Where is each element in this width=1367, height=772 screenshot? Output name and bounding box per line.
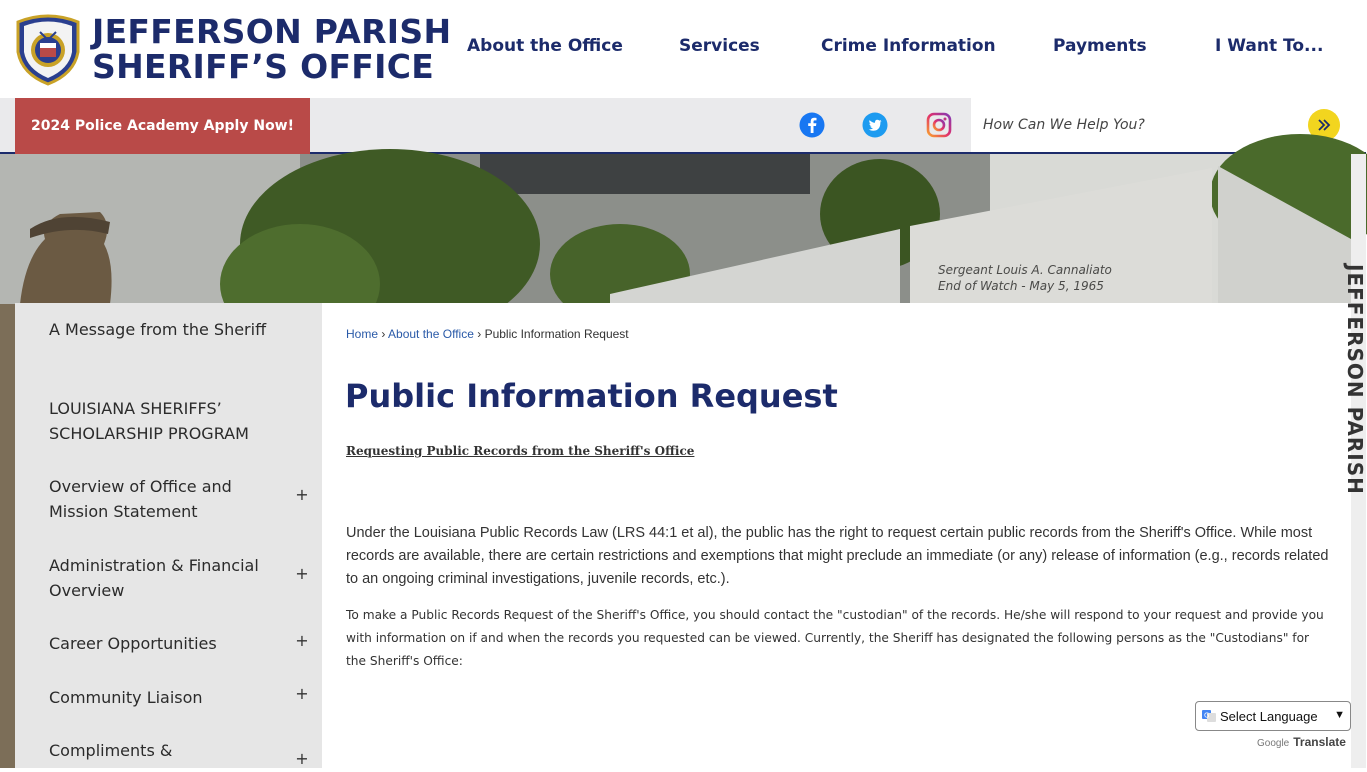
site-header [0, 0, 1366, 98]
police-academy-apply-button[interactable]: 2024 Police Academy Apply Now! [15, 98, 310, 154]
facebook-icon[interactable] [799, 112, 825, 138]
expand-overview-icon[interactable]: + [295, 485, 309, 504]
google-translate-widget [1195, 701, 1351, 755]
expand-compliments-icon[interactable]: + [295, 749, 309, 768]
main-content [322, 303, 1351, 768]
sidebar-item-career-opportunities[interactable]: Career Opportunities [49, 634, 217, 653]
sheriff-badge-logo[interactable] [14, 12, 82, 85]
sidebar-item-community-liaison[interactable]: Community Liaison [49, 688, 203, 707]
edge-label: JEFFERSON PARISH [1343, 264, 1367, 495]
sidebar-item-message-from-sheriff[interactable]: A Message from the Sheriff [49, 320, 267, 339]
site-brand[interactable] [92, 14, 451, 84]
breadcrumb-current: Public Information Request [484, 327, 629, 341]
language-select[interactable] [1195, 701, 1351, 731]
sidebar-item-scholarship-program[interactable]: LOUISIANA SHERIFFS’ SCHOLARSHIP PROGRAM [49, 399, 249, 443]
instagram-icon[interactable] [926, 112, 952, 138]
sidebar-item-administration-financial[interactable]: Administration & Financial Overview [49, 556, 259, 600]
translate-link[interactable]: Translate [1293, 735, 1346, 749]
sidebar-item-overview-mission[interactable]: Overview of Office and Mission Statement [49, 477, 232, 521]
brand-line-2: SHERIFF’S OFFICE [92, 47, 435, 86]
sidebar-nav [15, 303, 322, 768]
nav-crime-information[interactable]: Crime Information [821, 36, 996, 56]
google-logo-text: Google [1257, 738, 1290, 749]
sidebar-item-compliments[interactable]: Compliments & [49, 741, 173, 760]
nav-about-the-office[interactable]: About the Office [467, 36, 623, 56]
nav-i-want-to[interactable]: I Want To... [1215, 36, 1324, 56]
double-chevron-right-icon [1316, 117, 1332, 133]
expand-administration-icon[interactable]: + [295, 564, 309, 583]
page-title: Public Information Request [345, 377, 838, 415]
chevron-down-icon: ▼ [1334, 709, 1345, 721]
search-input[interactable] [983, 112, 1303, 138]
breadcrumb-home-link[interactable]: Home [346, 327, 379, 341]
edge-decorative-text [1343, 154, 1367, 768]
breadcrumb-separator: › [477, 327, 482, 341]
powered-by-google[interactable] [1257, 735, 1346, 749]
expand-community-icon[interactable]: + [295, 684, 309, 703]
language-select-label: Select Language [1220, 708, 1318, 724]
svg-text:G: G [1204, 711, 1210, 720]
utility-bar [0, 98, 1366, 154]
google-translate-icon [1202, 709, 1216, 723]
memorial-inscription-line-2: End of Watch - May 5, 1965 [938, 279, 1104, 293]
nav-payments[interactable]: Payments [1053, 36, 1147, 56]
expand-career-icon[interactable]: + [295, 631, 309, 650]
twitter-icon[interactable] [862, 112, 888, 138]
public-records-law-paragraph: Under the Louisiana Public Records Law (LRS 44:1 et al), the public has the right to request certain public records from the Sheriff's Office. While most records are available, there are certain restrictions and exemptions that might preclude an immediate (or any) release of information (e.g., records related to an ongoing criminal investigations, juvenile records, etc.). [346, 525, 1329, 587]
custodian-paragraph: To make a Public Records Request of the Sheriff's Office, you should contact the "custodian" of the records. He/she will respond to your request and provide you with information on if and when the records you requested can be viewed. Currently, the Sheriff has designated the following persons as the "Custodians" for the Sheriff's Office: [346, 608, 1324, 668]
brand-line-1: JEFFERSON PARISH [92, 12, 452, 51]
nav-services[interactable]: Services [679, 36, 760, 56]
breadcrumb-separator: › [381, 327, 386, 341]
breadcrumb [346, 327, 629, 341]
breadcrumb-about-link[interactable]: About the Office [388, 327, 474, 341]
memorial-inscription-line-1: Sergeant Louis A. Cannaliato [938, 263, 1112, 277]
section-subheading: Requesting Public Records from the Sheriff's Office [346, 444, 695, 458]
